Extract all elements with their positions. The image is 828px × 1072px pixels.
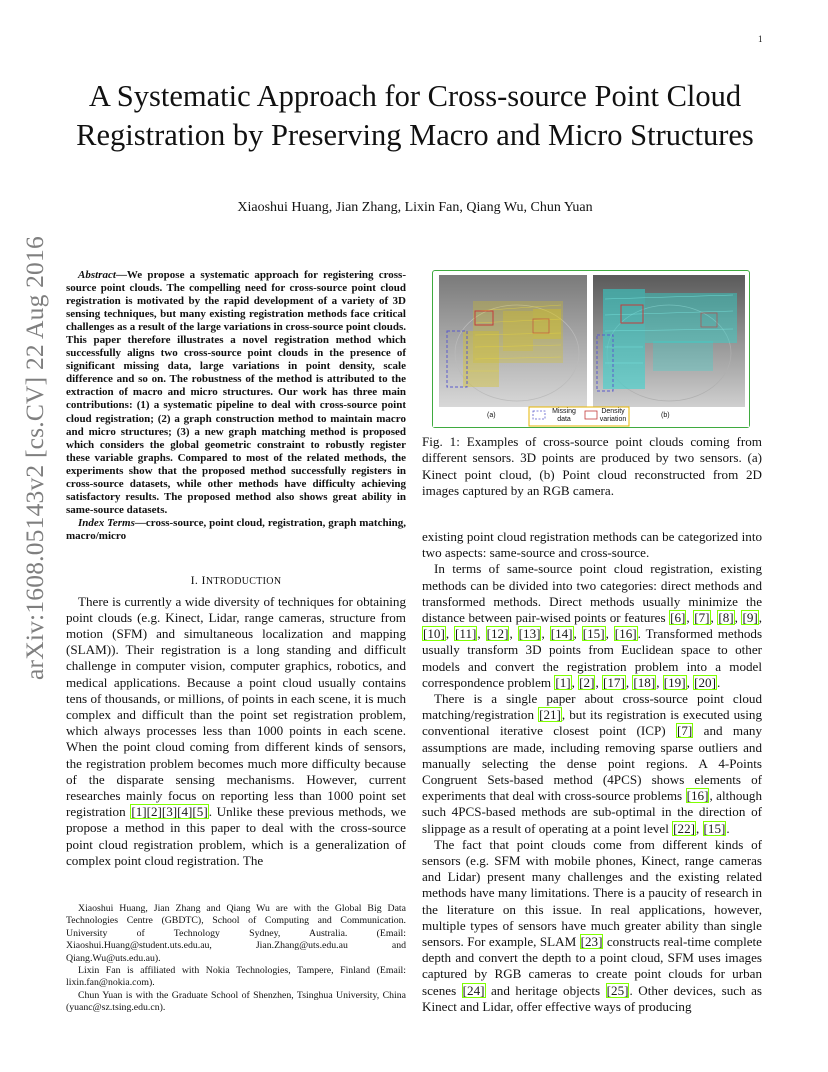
right-column: [422, 529, 762, 1015]
separator: ,: [595, 674, 602, 690]
footnote-2: Lixin Fan is affiliated with Nokia Technologies, Tampere, Finland (Email: lixin.fan@nokia.com).: [66, 965, 406, 989]
paragraph-text: There is currently a wide diversity of techniques for obtaining point clouds (e.g. Kinect, Lidar, range cameras, structure from motion (SFM) and simultaneous localization and mapping (SLAM)). Their registration is a long standing and difficult challenge in computer vision, computer graphics, robotics, and medical applications. Because a point cloud usually contains tens of thousands, or millions, of points in each scene, it is much complex and difficult than the point set registration problem, which always processes less than 1000 points in each scene. When the point cloud coming from different kinds of sensors, the registration problem becomes much more difficulty because of the disparate sensing mechanisms. However, current researches mainly focus on reporting less than 1000 point set registration: [66, 593, 406, 820]
separator: ,: [445, 626, 455, 642]
paragraph-text: The fact that point clouds come from different kinds of sensors (e.g. SFM with mobile phones, Kinect, range cameras and Lidar) present many challenges and the existing related methods have many limitations. There is a paucity of research in the literature on this issue. In real applications, however, multiple types of sensors have much greater ability than single sensors. For example, SLAM: [422, 836, 762, 950]
citation-link[interactable]: [7]: [677, 723, 693, 739]
citation-link[interactable]: [8]: [718, 610, 734, 626]
footnote-3: Chun Yuan is with the Graduate School of Shenzhen, Tsinghua University, China (yuanc@sz.tsing.edu.cn).: [66, 989, 406, 1014]
citation-link[interactable]: [14]: [550, 626, 573, 642]
citation-link[interactable]: [16]: [686, 788, 709, 804]
citation-link[interactable]: [17]: [603, 674, 625, 690]
paragraph-text: .: [716, 674, 721, 690]
separator: ,: [571, 674, 579, 690]
citation-link[interactable]: [22]: [673, 820, 695, 836]
figure-caption: Fig. 1: Examples of cross-source point clouds coming from different sensors. 3D points are produced by two sensors. (a) Kinect point cloud, (b) Point cloud reconstructed from 2D images captured by an RGB camera.: [422, 434, 762, 499]
figure-1: [432, 270, 750, 428]
paragraph-text: constructs real-time complete depth and convert the depth to a point cloud, SFM uses images captured by RGB cameras to create point clouds for urban scenes: [422, 934, 762, 998]
section-heading: [66, 573, 406, 590]
citation-link[interactable]: [13]: [518, 626, 541, 642]
citation-link[interactable]: [19]: [663, 674, 686, 690]
right-paragraph-2: [422, 561, 762, 691]
citation-link[interactable]: [2]: [579, 674, 595, 690]
separator: ,: [686, 610, 694, 626]
index-terms-label: Index Terms: [78, 516, 135, 529]
figure-label-a: (a): [487, 412, 496, 419]
paragraph-text: . Unlike these previous methods, we propose a method in this paper to deal with the cross-source point cloud registration problem, which is a generalization of complex point cloud registration. The: [66, 804, 407, 868]
citation-link[interactable]: [1][2][3][4][5]: [131, 804, 208, 820]
paragraph-text: There is a single paper about cross-source point cloud matching/registration: [422, 691, 762, 723]
abstract-label: Abstract: [78, 269, 116, 281]
citation-link[interactable]: [23]: [580, 934, 603, 950]
separator: ,: [686, 674, 694, 690]
section-number: I.: [190, 572, 202, 587]
author-list: Xiaoshui Huang, Jian Zhang, Lixin Fan, Qiang Wu, Chun Yuan: [237, 200, 593, 215]
abstract-text: —We propose a systematic approach for registering cross-source point clouds. The compelling need for cross-source point cloud registration is motivated by the rapid development of a variety of 3D sensing techniques, but many existing registration methods face critical challenges as a result of the large variations in cross-source point clouds. This paper therefore illustrates a novel registration method which successfully aligns two cross-source point clouds in the presence of significant missing data, large variations in point density, scale difference and so on. The robustness of the method is attributed to the extraction of macro and micro structures. Our work has three main contributions: (1) a systematic pipeline to deal with cross-source point cloud registration; (2) a graph construction method to maintain macro and micro structures; (3) a new graph matching method is proposed which considers the global geometric constraint to robustly register these variable graphs. Compared to most of the related methods, the experiments show that the proposed method successfully registers in cross-source datasets, while other methods have difficulty achieving satisfactory results. The proposed method also shows great ability in same-source datasets.: [66, 269, 406, 516]
citation-link[interactable]: [16]: [614, 626, 637, 642]
right-paragraph-1: existing point cloud registration methods can be categorized into two aspects: same-source and cross-source.: [422, 529, 762, 561]
citation-link[interactable]: [9]: [742, 610, 758, 626]
separator: ,: [509, 626, 518, 642]
separator: ,: [625, 674, 633, 690]
arxiv-stamp: arXiv:1608.05143v2 [cs.CV] 22 Aug 2016: [20, 236, 49, 680]
citation-link[interactable]: [20]: [694, 674, 716, 690]
paper-title: A Systematic Approach for Cross-source Point Cloud Registration by Preserving Macro and Micro Structures: [76, 79, 754, 152]
citation-link[interactable]: [21]: [539, 707, 561, 723]
paragraph-text: and many assumptions are made, including removing sparse outliers and manually selecting the dense point regions. A 4-Points Congruent Sets-based method (4PCS) shows elements of experiments that deal with cross-source problems: [422, 723, 763, 804]
right-paragraph-4: [422, 837, 762, 1015]
section-rest: NTRODUCTION: [205, 575, 282, 587]
separator: ,: [605, 626, 614, 642]
citation-link[interactable]: [24]: [462, 982, 485, 998]
paragraph-text: . Transformed methods usually transform 3D points from Euclidean space to other models and convert the registration problem into a model correspondence problem: [422, 626, 763, 690]
paragraph-text: . Other devices, such as Kinect and Lidar, offer effective ways of producing: [422, 982, 762, 1014]
figure-label-b: (b): [661, 412, 670, 419]
paragraph-text: , but its registration is executed using conventional iterative closest point (ICP): [422, 707, 762, 739]
separator: ,: [734, 610, 742, 626]
citation-link[interactable]: [18]: [633, 674, 656, 690]
citation-link[interactable]: [11]: [455, 626, 477, 642]
paragraph-text: In terms of same-source point cloud registration, existing methods can be divided into two categories: direct methods and transformed methods. Direct methods usually minimize the distance between pair-wised points or features: [422, 561, 762, 626]
figure-image: [433, 271, 749, 427]
separator: ,: [710, 610, 718, 626]
citation-link[interactable]: [15]: [582, 626, 605, 642]
separator: ,: [541, 626, 550, 642]
page-number: 1: [758, 34, 763, 44]
paragraph-text: and heritage objects: [485, 982, 606, 998]
index-terms: [66, 517, 406, 543]
intro-paragraph-1: [66, 594, 406, 869]
paragraph-text: , although such 4PCS-based methods are sub-optimal in the direction of slippage as a result of operating at a point level: [422, 788, 763, 836]
right-paragraph-3: [422, 691, 762, 837]
footnote-1: Xiaoshui Huang, Jian Zhang and Qiang Wu are with the Global Big Data Technologies Centre (GBDTC), School of Computing and Communication. University of Technology Sydney, Australia. (Email: Xiaoshui.Huang@student.uts.edu.au, Jian.Zhang@uts.edu.au and Qiang.Wu@uts.edu.au).: [66, 903, 406, 964]
separator: ,: [656, 674, 663, 690]
section-first-letter: I: [201, 572, 206, 587]
citation-link[interactable]: [6]: [670, 610, 686, 626]
separator: ,: [573, 626, 582, 642]
legend-density-label: Density variation: [599, 408, 627, 423]
abstract: [66, 269, 406, 517]
index-terms-text: —cross-source, point cloud, registration, graph matching, macro/micro: [66, 516, 406, 542]
citation-link[interactable]: [15]: [703, 820, 726, 836]
citation-link[interactable]: [7]: [694, 610, 710, 626]
citation-link[interactable]: [25]: [606, 982, 629, 998]
left-column: [66, 269, 406, 869]
citation-link[interactable]: [12]: [486, 626, 509, 642]
footnotes: [66, 903, 406, 1015]
paragraph-text: .: [726, 820, 730, 836]
legend-missing-label: Missing data: [552, 408, 576, 423]
citation-link[interactable]: [1]: [555, 674, 571, 690]
citation-link[interactable]: [10]: [423, 626, 445, 642]
separator: ,: [695, 820, 703, 836]
separator: ,: [477, 626, 486, 642]
separator: ,: [758, 610, 763, 626]
